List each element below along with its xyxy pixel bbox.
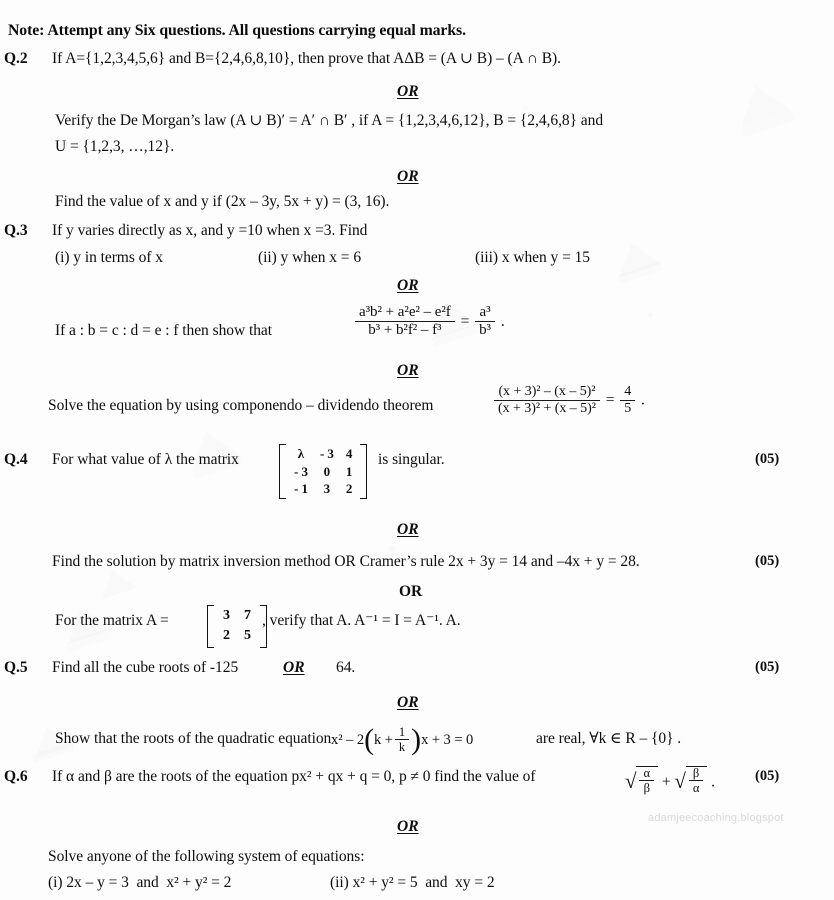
quadratic-lhs: x² – 2: [331, 731, 365, 748]
radical-numerator: α: [643, 766, 650, 780]
watermark-shape: [611, 236, 662, 277]
q3-subpart-i: (i) y in terms of x: [55, 249, 163, 266]
q5-quadratic-expression: [331, 724, 473, 757]
matrix-cell: 3: [223, 608, 230, 623]
marks-q5: (05): [755, 659, 780, 675]
radical-fraction: [689, 766, 704, 795]
period: .: [641, 391, 645, 409]
note-line: Note: Attempt any Six questions. All questions carrying equal marks.: [8, 22, 466, 39]
matrix-cell: 0: [323, 463, 331, 479]
q3-ratio-equation: [353, 305, 505, 340]
marks-q4: (05): [755, 451, 780, 467]
q6-system-item-2: [330, 874, 495, 891]
componendo-denominator: (x + 3)² + (x – 5)²: [494, 400, 600, 417]
componendo-right-fraction: [620, 384, 635, 416]
question-number-q4: Q.4: [4, 451, 28, 468]
watermark-shape: [95, 565, 137, 599]
marks-q6: (05): [755, 768, 780, 784]
q5-cuberoots-after: 64.: [336, 659, 356, 676]
componendo-rhs-numerator: 4: [624, 384, 632, 399]
q3-subpart-ii: (ii) y when x = 6: [258, 249, 362, 266]
q3-statement: If y varies directly as x, and y =10 when x =3. Find: [52, 222, 368, 239]
matrix-row: [288, 463, 358, 481]
ratio-left-denominator: b³ + b²f² – f³: [355, 321, 455, 339]
q4-inversion-line: Find the solution by matrix inversion method OR Cramer’s rule 2x + 3y = 14 and –4x + y = 28.: [52, 553, 640, 570]
system-1-conjunction: and: [136, 874, 159, 891]
q4-singular-tail: is singular.: [378, 451, 445, 468]
componendo-rhs-denominator: 5: [620, 400, 635, 417]
radical-sign: √: [674, 769, 686, 794]
system-2-equation-2: xy = 2: [455, 874, 495, 891]
matrix-cell: - 3: [294, 463, 308, 479]
system-2-conjunction: and: [425, 874, 448, 891]
matrix-cell: 1: [345, 463, 353, 479]
watermark-shape: [742, 110, 795, 137]
period: .: [500, 312, 505, 330]
q4-verify-lead: For the matrix A =: [55, 612, 169, 629]
watermark-shape: [731, 78, 791, 126]
q3-subpart-iii: (iii) x when y = 15: [475, 249, 590, 266]
or-separator-q3-1: OR: [397, 277, 419, 294]
q6-system-item-1: [48, 874, 231, 891]
radical-body: [636, 766, 658, 796]
radical-numerator: β: [692, 766, 700, 780]
system-1-equation-2: x² + y² = 2: [166, 874, 232, 891]
matrix-cell: 7: [243, 608, 251, 623]
q4-matrix-wrap: [277, 444, 369, 499]
q5-quadratic-lead: Show that the roots of the quadratic equation: [55, 730, 332, 747]
equals-sign: =: [605, 391, 615, 409]
q3-ratio-lead: If a : b = c : d = e : f then show that: [55, 322, 272, 339]
q5-cuberoots-before: Find all the cube roots of -125: [52, 659, 239, 676]
radical-sign: √: [625, 769, 637, 794]
ratio-right-fraction: [475, 304, 495, 339]
marks-q4-alt: (05): [755, 553, 780, 569]
system-2-label: (ii): [330, 874, 349, 891]
matrix-row: [216, 626, 258, 646]
q6-lead: If α and β are the roots of the equation px² + qx + q = 0, p ≠ 0 find the value of: [52, 768, 536, 785]
matrix-row: [216, 606, 258, 626]
componendo-left-fraction: [494, 384, 600, 416]
inner-fraction-numerator: 1: [398, 725, 406, 739]
radical-alpha-over-beta: [625, 768, 658, 798]
quadratic-rhs: x + 3 = 0: [421, 731, 474, 748]
or-separator-q6-1: OR: [397, 818, 419, 835]
q6-radical-expression: [625, 768, 715, 798]
equals-sign: =: [460, 312, 470, 330]
radical-denominator: α: [689, 780, 704, 795]
matrix-3x3: [279, 444, 367, 499]
question-number-q6: Q.6: [4, 768, 28, 785]
question-number-q2: Q.2: [4, 50, 28, 67]
inner-fraction: [395, 725, 409, 754]
or-separator-q2-1: OR: [397, 83, 419, 100]
question-number-q5: Q.5: [4, 659, 28, 676]
or-separator-q2-2: OR: [397, 168, 419, 185]
q2-demorgan-line1: Verify the De Morgan’s law (A ∪ B)′ = A′ ∩ B′ , if A = {1,2,3,4,6,12}, B = {2,4,6,8} and: [55, 112, 604, 129]
matrix-cell: 4: [345, 446, 353, 461]
system-1-label: (i): [48, 874, 63, 891]
close-paren: ): [411, 723, 422, 756]
site-watermark: adamjeecoaching.blogspot: [648, 812, 784, 824]
componendo-numerator: (x + 3)² – (x – 5)²: [498, 384, 596, 399]
radical-fraction: [639, 766, 654, 795]
inner-fraction-denominator: k: [395, 739, 409, 754]
q6-systems-lead: Solve anyone of the following system of equations:: [48, 848, 365, 865]
or-separator-q4-2: OR: [399, 583, 423, 600]
matrix-cell: 3: [323, 481, 331, 497]
paren-inner-left: k +: [374, 731, 393, 748]
system-1-equation-1: 2x – y = 3: [66, 874, 129, 891]
or-separator-q3-2: OR: [397, 362, 419, 379]
q2-ordered-pair-line: Find the value of x and y if (2x – 3y, 5x + y) = (3, 16).: [55, 193, 390, 210]
matrix-cell: 5: [243, 628, 251, 644]
matrix-cell: - 1: [294, 481, 308, 497]
system-2-equation-1: x² + y² = 5: [352, 874, 418, 891]
radical-denominator: β: [639, 780, 654, 795]
watermark-shape: [67, 628, 114, 652]
q4-matrix2-wrap: [205, 605, 269, 648]
or-separator-q4-1: OR: [397, 521, 419, 538]
q5-quadratic-tail: are real, ∀k ∈ R – {0} .: [536, 730, 682, 747]
matrix-row: [288, 480, 358, 498]
watermark-shape: [618, 261, 663, 283]
period: .: [711, 773, 715, 791]
q4-verify-tail: , verify that A. A⁻¹ = I = A⁻¹. A.: [262, 612, 461, 629]
open-paren: (: [364, 723, 375, 756]
ratio-right-denominator: b³: [475, 321, 495, 339]
plus-sign: +: [661, 773, 671, 791]
matrix-row: [288, 445, 358, 463]
matrix-cell: λ: [297, 446, 305, 461]
q2-statement: If A={1,2,3,4,5,6} and B={2,4,6,8,10}, then prove that AΔB = (A ∪ B) – (A ∩ B).: [52, 50, 561, 67]
radical-beta-over-alpha: [674, 768, 707, 798]
matrix-cell: - 3: [319, 446, 334, 461]
matrix-cell: 2: [345, 481, 353, 497]
q4-singular-lead: For what value of λ the matrix: [52, 451, 239, 468]
or-inline-q5: OR: [283, 659, 305, 676]
q2-demorgan-line2: U = {1,2,3, …,12}.: [55, 138, 175, 155]
radical-body: [686, 766, 708, 796]
q3-componendo-equation: [492, 385, 645, 417]
ratio-left-fraction: [355, 304, 455, 339]
ratio-right-numerator: a³: [479, 304, 491, 320]
matrix-cell: 2: [223, 628, 230, 644]
or-separator-q5-1: OR: [397, 694, 419, 711]
q3-componendo-lead: Solve the equation by using componendo – dividendo theorem: [48, 397, 434, 414]
ratio-left-numerator: a³b² + a²e² – e²f: [359, 304, 451, 320]
matrix-2x2: [207, 605, 267, 648]
question-number-q3: Q.3: [4, 222, 28, 239]
